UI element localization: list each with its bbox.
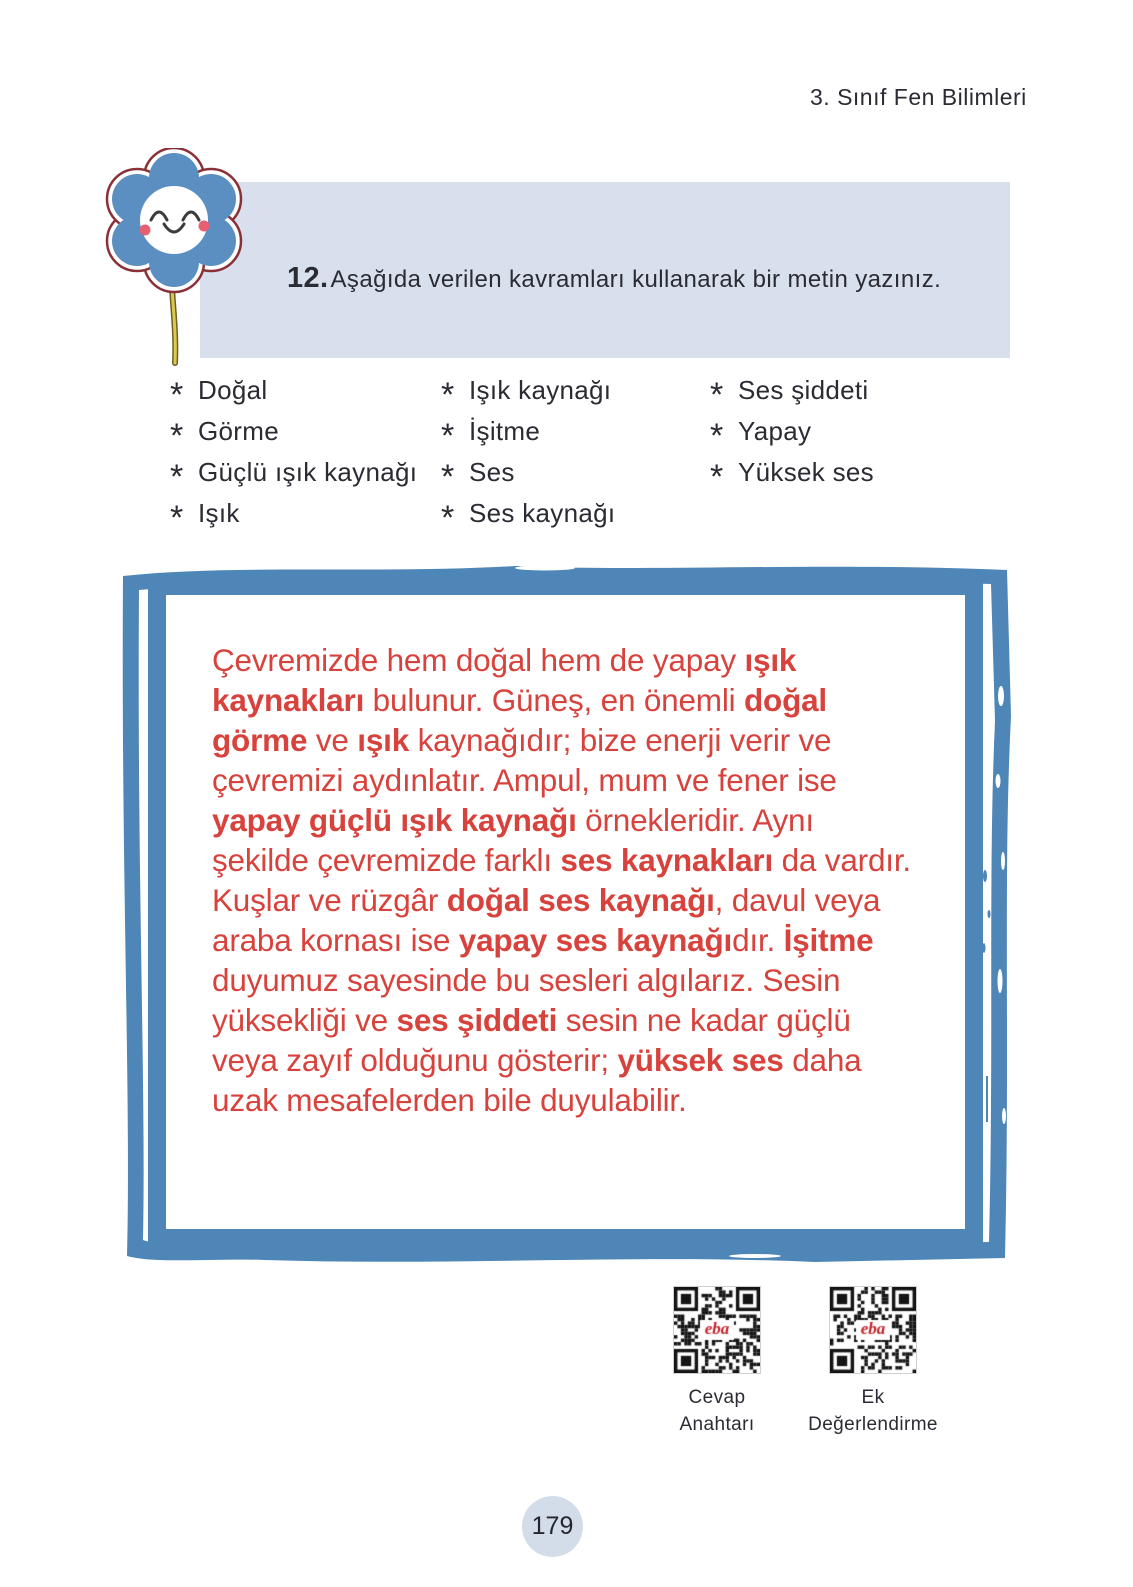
qr-block-cevap-anahtari: [637, 1286, 797, 1438]
qr-code-icon: [673, 1286, 761, 1374]
asterisk-bullet-icon: *: [441, 458, 455, 496]
asterisk-bullet-icon: *: [170, 499, 184, 537]
page-number-badge: [522, 1496, 583, 1557]
concept-label: İşitme: [469, 416, 541, 446]
concept-item: [441, 411, 615, 455]
page-number: 179: [531, 1512, 574, 1540]
concept-label: Yüksek ses: [738, 457, 874, 487]
qr-label-line: Anahtarı: [679, 1414, 755, 1435]
concept-item: [170, 411, 417, 455]
concept-item: [710, 370, 874, 414]
qr-label-line: Ek: [861, 1387, 885, 1408]
concept-item: [441, 452, 615, 496]
qr-label: [793, 1384, 953, 1438]
asterisk-bullet-icon: *: [170, 417, 184, 455]
answer-box-inner: [148, 577, 983, 1247]
asterisk-bullet-icon: *: [710, 376, 724, 414]
concept-label: Ses: [469, 457, 515, 487]
concept-label: Doğal: [198, 375, 268, 405]
concept-label: Işık: [198, 498, 240, 528]
brush-speckles: [983, 870, 991, 1122]
asterisk-bullet-icon: *: [441, 417, 455, 455]
qr-label: [637, 1384, 797, 1438]
concept-label: Ses kaynağı: [469, 498, 616, 528]
concept-item: [170, 493, 417, 537]
qr-code-icon: [829, 1286, 917, 1374]
asterisk-bullet-icon: *: [710, 458, 724, 496]
question-number: 12.: [287, 262, 329, 294]
concept-label: Görme: [198, 416, 279, 446]
concept-item: [441, 370, 615, 414]
page-header: 3. Sınıf Fen Bilimleri: [810, 84, 1027, 110]
question-text: [287, 262, 987, 295]
concept-label: Yapay: [738, 416, 812, 446]
concept-label: Işık kaynağı: [469, 375, 612, 405]
qr-label-line: Değerlendirme: [808, 1414, 938, 1435]
concept-column-1: [170, 370, 418, 537]
qr-block-ek-degerlendirme: [793, 1286, 953, 1438]
concept-item: [441, 493, 616, 537]
question-instruction: Aşağıda verilen kavramları kullanarak bir metin yazınız.: [330, 266, 942, 293]
concept-label: Güçlü ışık kaynağı: [198, 457, 418, 487]
asterisk-bullet-icon: *: [710, 417, 724, 455]
answer-box: [115, 556, 1015, 1272]
asterisk-bullet-icon: *: [441, 376, 455, 414]
qr-label-line: Cevap: [688, 1387, 746, 1408]
concept-item: [710, 411, 874, 455]
concept-item: [170, 370, 417, 414]
concept-column-2: [441, 370, 616, 537]
concept-column-3: [710, 370, 874, 496]
asterisk-bullet-icon: *: [170, 458, 184, 496]
asterisk-bullet-icon: *: [170, 376, 184, 414]
concept-item: [710, 452, 874, 496]
concept-item: [170, 452, 418, 496]
flower-mascot-icon: [98, 148, 250, 366]
asterisk-bullet-icon: *: [441, 499, 455, 537]
concept-label: Ses şiddeti: [738, 375, 869, 405]
answer-paragraph: Çevremizde hem doğal hem de yapay ışık kaynakları bulunur. Güneş, en önemli doğal görme ve ışık kaynağıdır; bize enerji verir ve çevremizi aydınlatır. Ampul, mum ve fener ise yapay güçlü ışık kaynağı örnekleridir. Aynı şekilde çevremizde farklı ses kaynakları da vardır. Kuşlar ve rüzgâr doğal ses kaynağı, davul veya araba kornası ise yapay ses kaynağıdır. İşitme duyumuz sayesinde bu sesleri algılarız. Sesin yüksekliği ve ses şiddeti sesin ne kadar güçlü veya zayıf olduğunu gösterir; yüksek ses daha uzak mesafelerden bile duyulabilir.: [212, 642, 911, 1118]
